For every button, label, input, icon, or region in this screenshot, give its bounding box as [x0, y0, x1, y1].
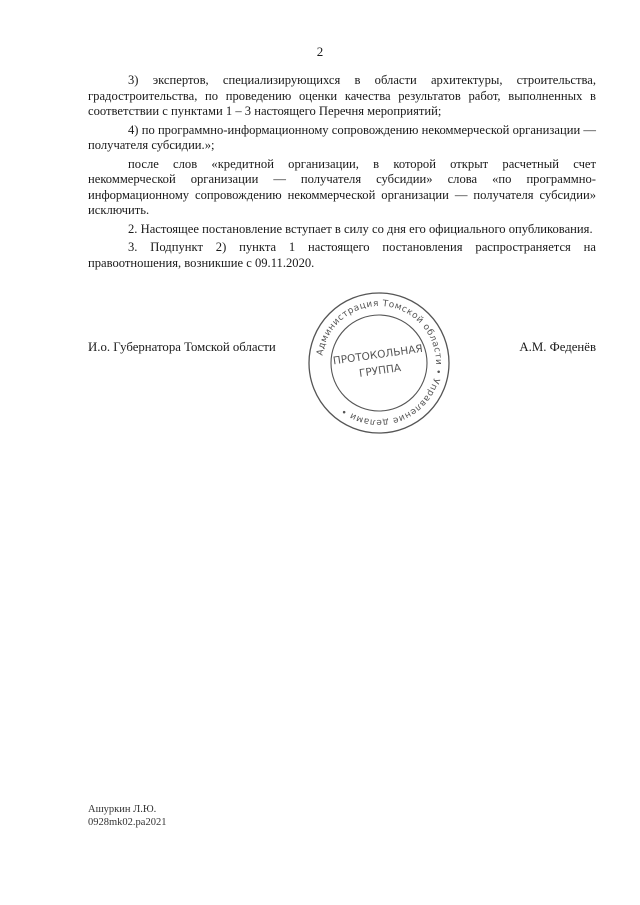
paragraph-item-3-experts: 3) экспертов, специализирующихся в области архитектуры, строительства, градостроительства, по проведению оценки качества результатов работ, выполненных в соответствии с пунктами 1 – 3 настоящего Перечня мероприятий;	[88, 73, 596, 119]
page-number: 2	[316, 44, 324, 59]
signer-title: И.о. Губернатора Томской области	[88, 340, 276, 354]
document-footer	[88, 803, 166, 829]
stamp-center-line1: ПРОТОКОЛЬНАЯ	[332, 342, 424, 368]
signer-name: А.М. Феденёв	[519, 340, 596, 354]
stamp-ring-text: Администрация Томской области • Управление делами •	[315, 298, 444, 428]
official-stamp	[306, 290, 452, 436]
paragraph-item-4-software: 4) по программно-информационному сопровождению некоммерческой организации — получателя субсидии.»;	[88, 122, 596, 153]
footer-doc-code: 0928mk02.ра2021	[88, 817, 167, 828]
document-body	[88, 73, 596, 274]
stamp-center-line2: ГРУППА	[358, 362, 402, 380]
paragraph-exclusion: после слов «кредитной организации, в которой открыт расчетный счет некоммерческой организации — получателя субсидии» слова «по программно-информационному сопровождению некоммерческой организации — получателя субсидии» исключить.	[88, 156, 596, 218]
footer-author: Ашуркин Л.Ю.	[88, 804, 157, 815]
paragraph-effective-date: 2. Настоящее постановление вступает в силу со дня его официального опубликования.	[128, 221, 593, 236]
paragraph-retroactive: 3. Подпункт 2) пункта 1 настоящего постановления распространяется на правоотношения, возникшие с 09.11.2020.	[88, 240, 596, 270]
